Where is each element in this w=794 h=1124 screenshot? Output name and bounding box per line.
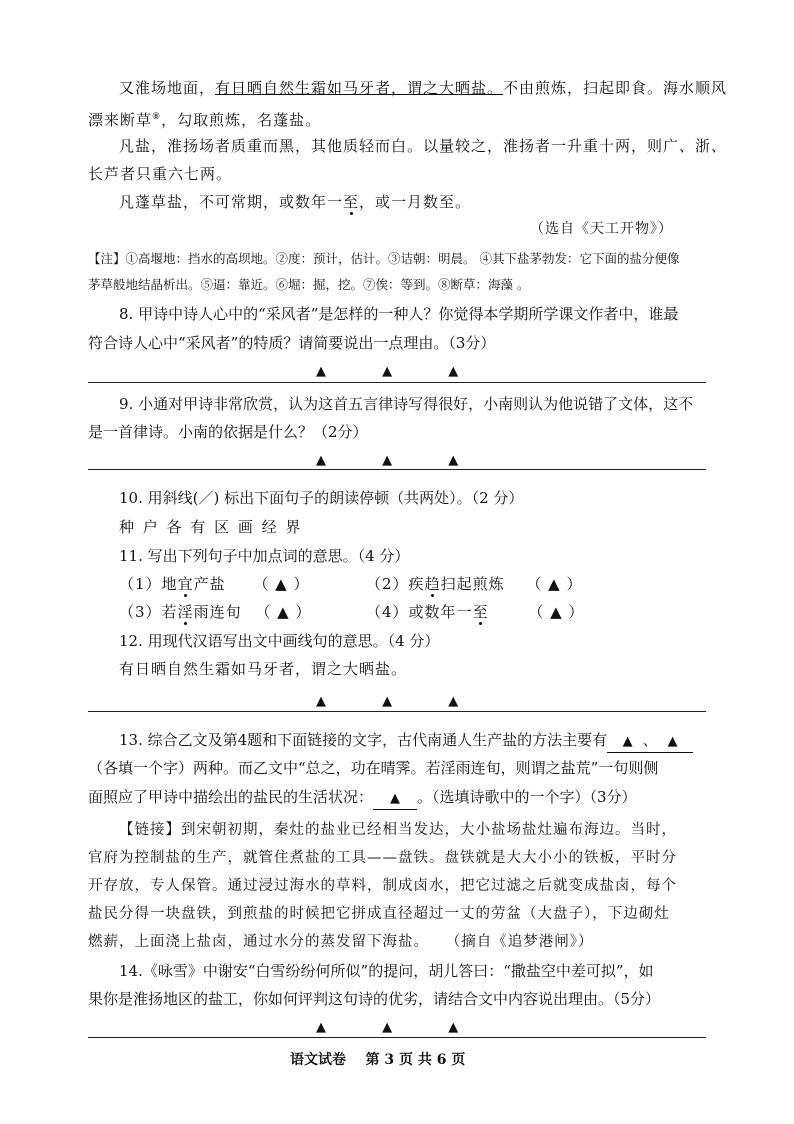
answer-blank[interactable]: （ ▲ ） [253,575,310,593]
question-10-line-1: 10. 用斜线(／) 标出下面句子的朗读停顿（共两处）。（2 分） [119,489,524,507]
answer-blank[interactable]: （ ▲ ） [526,575,583,593]
question-13-line-2: （各填一个字）两种。而乙文中“总之，功在晴霁。若淫雨连旬，则谓之盐荒”一句则侧 [88,759,659,777]
question-11-item-3: （3）若淫雨连旬 （ ▲ ） [119,603,312,621]
passage-line-3: 凡盐，淮扬场者质重而黑，其他质轻而白。以量较之，淮扬者一升重十两，则广、浙、 [119,137,728,155]
question-10-sentence[interactable]: 种 户 各 有 区 画 经 界 [119,518,303,536]
passage-line-1: 又淮场地面，有日晒自然生霜如马牙者，谓之大晒盐。不由煎炼，扫起即食。海水顺风 [119,79,728,97]
question-8-line-2: 符合诗人心中“采风者”的特质？请简要说出一点理由。（3分） [88,334,496,352]
answer-triangles: ▲ ▲ ▲ [316,1020,485,1035]
answer-blank[interactable]: （ ▲ ） [255,603,312,621]
passage-source: （选自《天工开物》） [530,221,673,237]
passage-line-2: 漂来断草⑧，勾取煎炼，名蓬盐。 [88,111,322,129]
answer-blank[interactable]: ▲ [373,787,417,810]
link-line-4: 盐民分得一块盘铁，到煎盐的时候把它拼成直径超过一丈的劳盆（大盘子），下边砌灶 [88,906,670,922]
answer-triangles: ▲ ▲ ▲ [316,453,485,468]
answer-line[interactable] [88,382,706,383]
question-8-line-1: 8. 甲诗中诗人心中的“采风者”是怎样的一种人？你觉得本学期所学课文作者中，谁最 [119,305,679,323]
question-9-line-1: 9. 小通对甲诗非常欣赏，认为这首五言律诗写得很好，小南则认为他说错了文体，这不 [119,395,694,413]
answer-line[interactable] [88,711,706,712]
answer-triangles: ▲ ▲ ▲ [316,364,485,379]
link-line-3: 开存放，专人保管。通过浸过海水的草料，制成卤水，把它过滤之后就变成盐卤，每个 [88,878,677,894]
underlined-sentence: 有日晒自然生霜如马牙者，谓之大晒盐。 [215,79,504,97]
answer-blank[interactable]: （ ▲ ） [528,603,585,621]
notes-line-2: 茅草般地结晶析出。⑤逼：靠近。⑥堀：掘，挖。⑦俟：等到。⑧断草：海藻 。 [88,277,530,292]
question-13-line-3: 面照应了甲诗中描绘出的盐民的生活状况： ▲ 。（选填诗歌中的一个字）（3分） [88,787,637,810]
passage-line-4: 长芦者只重六七两。 [88,165,233,183]
question-11-item-1: （1）地宜产盐 （ ▲ ） [119,575,310,593]
link-line-1: 【链接】到宋朝初期，秦灶的盐业已经相当发达，大小盐场盐灶遍布海边。当时， [119,822,677,838]
answer-blank[interactable]: ▲ 、 ▲ [607,730,693,753]
question-12-sentence: 有日晒自然生霜如马牙者，谓之大晒盐。 [119,660,408,678]
answer-line[interactable] [88,1037,706,1038]
question-11-line-1: 11. 写出下列句子中加点词的意思。（4 分） [119,547,410,565]
page-footer: 语文试卷 第 3 页 共 6 页 [290,1052,466,1068]
question-11-item-2: （2）疾趋扫起煎炼 （ ▲ ） [366,575,583,593]
answer-triangles: ▲ ▲ ▲ [316,694,485,709]
question-13-line-1: 13. 综合乙文及第4题和下面链接的文字，古代南通人生产盐的方法主要有 ▲ 、 ▲ [119,730,693,753]
passage-line-5: 凡蓬草盐，不可常期，或数年一至，或一月数至。 [119,193,472,211]
notes-line-1: 【注】①高堰地：挡水的高坝地。②度：预计，估计。③诘朝：明晨。 ④其下盐茅勃发：它下面的盐分便像 [88,251,680,266]
link-line-5: 燃薪，上面浇上盐卤，通过水分的蒸发留下海盐。 （摘自《追梦港闸》） [88,934,594,950]
question-12-line-1: 12. 用现代汉语写出文中画线句的意思。（4 分） [119,632,440,650]
question-11-item-4: （4）或数年一至 （ ▲ ） [366,603,585,621]
link-line-2: 官府为控制盐的生产，就管住煮盐的工具——盘铁。盘铁就是大大小小的铁板，平时分 [88,850,677,866]
question-9-line-2: 是一首律诗。小南的依据是什么？（2分） [88,423,368,441]
answer-line[interactable] [88,469,706,470]
question-14-line-1: 14.《咏雪》中谢安“白雪纷纷何所似”的提问，胡儿答曰：“撒盐空中差可拟”，如 [119,962,654,980]
question-14-line-2: 果你是淮扬地区的盐工，你如何评判这句诗的优劣，请结合文中内容说出理由。（5分） [88,990,661,1008]
